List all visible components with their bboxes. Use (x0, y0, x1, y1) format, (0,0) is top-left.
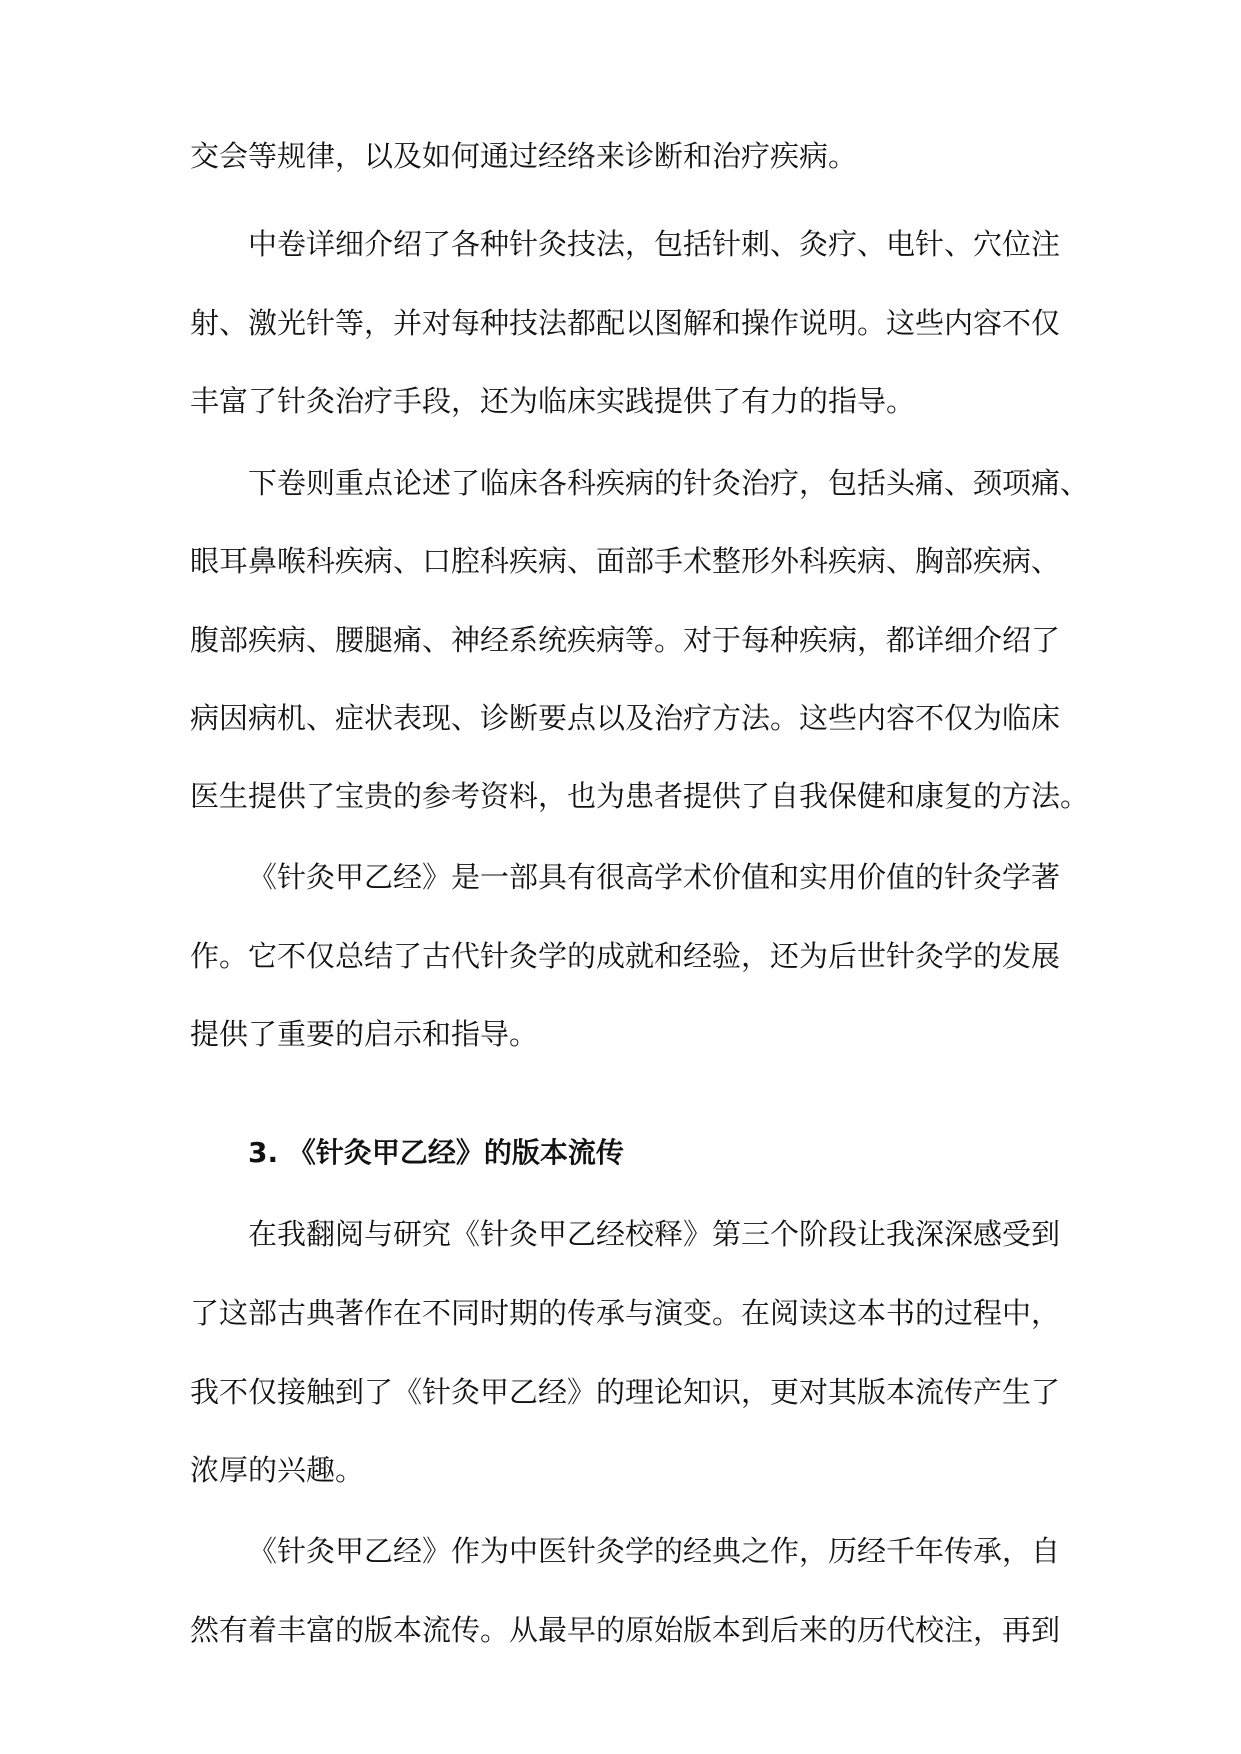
section-heading: 3. 《针灸甲乙经》的版本流传 (248, 1136, 624, 1169)
text-line: 下卷则重点论述了临床各科疾病的针灸治疗，包括头痛、颈项痛、 (248, 466, 1090, 500)
text-line: 作。它不仅总结了古代针灸学的成就和经验，还为后世针灸学的发展 (190, 939, 1061, 973)
text-line: 腹部疾病、腰腿痛、神经系统疾病等。对于每种疾病，都详细介绍了 (190, 623, 1061, 657)
text-line: 《针灸甲乙经》是一部具有很高学术价值和实用价值的针灸学著 (248, 860, 1061, 894)
text-line: 交会等规律，以及如何通过经络来诊断和治疗疾病。 (190, 139, 858, 173)
text-line: 眼耳鼻喉科疾病、口腔科疾病、面部手术整形外科疾病、胸部疾病、 (190, 544, 1061, 578)
text-line: 病因病机、症状表现、诊断要点以及治疗方法。这些内容不仅为临床 (190, 701, 1061, 735)
text-line: 然有着丰富的版本流传。从最早的原始版本到后来的历代校注，再到 (190, 1613, 1061, 1647)
text-line: 射、激光针等，并对每种技法都配以图解和操作说明。这些内容不仅 (190, 306, 1061, 340)
text-line: 中卷详细介绍了各种针灸技法，包括针刺、灸疗、电针、穴位注 (248, 227, 1061, 261)
text-line: 浓厚的兴趣。 (190, 1453, 365, 1487)
text-line: 提供了重要的启示和指导。 (190, 1017, 539, 1051)
text-line: 在我翻阅与研究《针灸甲乙经校释》第三个阶段让我深深感受到 (248, 1217, 1061, 1251)
text-line: 丰富了针灸治疗手段，还为临床实践提供了有力的指导。 (190, 384, 916, 418)
text-line: 了这部古典著作在不同时期的传承与演变。在阅读这本书的过程中， (190, 1296, 1061, 1330)
text-line: 我不仅接触到了《针灸甲乙经》的理论知识，更对其版本流传产生了 (190, 1375, 1061, 1409)
text-line: 医生提供了宝贵的参考资料，也为患者提供了自我保健和康复的方法。 (190, 779, 1090, 813)
text-line: 《针灸甲乙经》作为中医针灸学的经典之作，历经千年传承，自 (248, 1534, 1061, 1568)
